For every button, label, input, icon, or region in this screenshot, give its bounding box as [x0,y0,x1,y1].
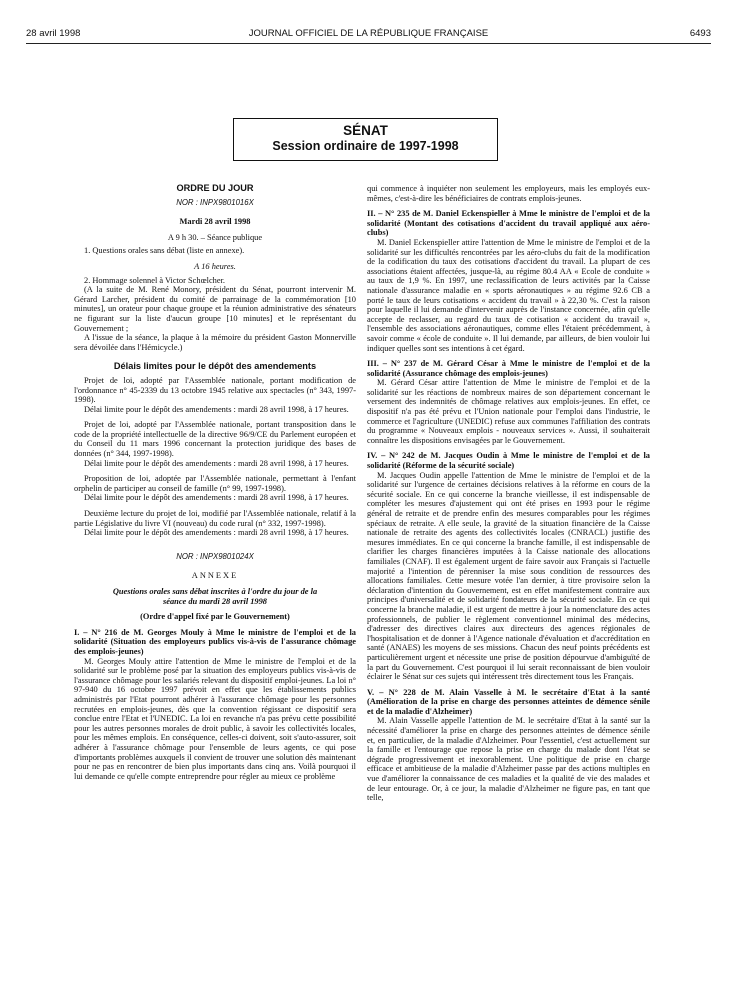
afternoon-session-time: A 16 heures. [194,261,236,271]
bill-2-deadline: Délai limite pour le dépôt des amendements : mardi 28 avril 1998, à 17 heures. [84,458,349,468]
bill-4-deadline: Délai limite pour le dépôt des amendements : mardi 28 avril 1998, à 17 heures. [84,528,349,538]
delais-heading: Délais limites pour le dépôt des amendements [113,361,317,372]
morning-session-time: A 9 h 30. – Séance publique [167,232,263,242]
senat-title: SÉNAT [343,123,388,138]
ordre-appel: (Ordre d'appel fixé par le Gouvernement) [140,612,290,622]
question-5-heading: V. – N° 228 de M. Alain Vasselle à M. le secrétaire d'Etat à la santé (Amélioration de la prise en charge des personnes atteintes de démence sénile et de la maladie d'Alzheimer) [367,687,650,716]
nor-reference: NOR : INPX9801016X [176,197,254,207]
left-column [74,184,356,781]
question-5-text: M. Alain Vasselle appelle l'attention de M. le secrétaire d'Etat à la santé sur la nécessité d'améliorer la prise en charge des personnes atteintes de démence sénile et, en particulier, de la maladie d'Alzheimer. Pour l'essentiel, c'est actuellement sur la famille et l'entourage que repose la prise en charge du malade dont l'état se dégrade progressivement et inexorablement. Une politique de prise en charge efficace et ambitieuse de la maladie d'Alzheimer passe par des actions multiples en vue d'améliorer la connaissance de ces maladies et la qualité de vie des malades et de leur entourage. Or, à ce jour, la maladie d'Alzheimer ne figure pas, en tant que telle, [367,716,650,803]
right-column [367,184,650,803]
question-1-continued: qui commence à inquiéter non seulement les employeurs, mais les employés eux-mêmes, c'est-à-dire les bénéficiaires de contrats emplois-jeunes. [367,184,650,203]
bill-4-text: Deuxième lecture du projet de loi, modifié par l'Assemblée nationale, relatif à la partie Législative du livre VI (nouveau) du code rural (n° 332, 1997-1998). [74,509,356,528]
question-2-text: M. Daniel Eckenspieller attire l'attention de Mme le ministre de l'emploi et de la solidarité sur les difficultés rencontrées par les aéro-clubs du fait de la modification de la codification du taux des cotisations d'accident du travail. La plupart de ces associations étaient affectées, jusque-là, au régime 80.4 AA « Ecole de conduite » au taux de 1,9 %. En 1997, une reclassification de leurs activités par la Caisse nationale d'assurance maladie en « sports aéronautiques » au régime 92.6 CB a porté le taux de leurs cotisations « accident du travail » à 22,30 %. C'est la raison pour laquelle il lui demande d'intervenir auprès de l'instance concernée, afin qu'elle accepte de reclasser, au regard du taux de cotisation « accident du travail », l'ensemble des associations aéronautiques, comme elles l'étaient précédemment, à savoir comme « école de conduite ». Il lui demande, par ailleurs, de bien vouloir lui indiquer quelles sont ses intentions à cet égard. [367,237,650,353]
ordre-du-jour-heading: ORDRE DU JOUR [176,183,254,193]
question-1-heading: I. – N° 216 de M. Georges Mouly à Mme le ministre de l'emploi et de la solidarité (Situation des employeurs publics vis-à-vis de l'assurance chômage des emplois-jeunes) [74,627,356,656]
header-journal-title: JOURNAL OFFICIEL DE LA RÉPUBLIQUE FRANÇAISE [248,28,489,39]
question-2-heading: II. – N° 235 de M. Daniel Eckenspieller à Mme le ministre de l'emploi et de la solidarité (Montant des cotisations d'accident du travail appliqué aux aéro-clubs) [367,209,650,238]
bill-1-text: Projet de loi, adopté par l'Assemblée nationale, portant modification de l'ordonnance n° 45-2339 du 13 octobre 1945 relative aux spectacles (n° 343, 1997-1998). [74,375,356,405]
page-header [26,28,711,42]
nor-reference-2: NOR : INPX9801024X [176,551,254,561]
session-title-box [233,118,498,161]
question-3-text: M. Gérard César attire l'attention de Mme le ministre de l'emploi et de la solidarité sur les réactions de nombreux maires de son département concernant le versement des indemnités de chômage relatives aux emplois-jeunes. En effet, ce dispositif n'a pas été prévu et l'Union nationale pour l'emploi dans l'industrie, le commerce et l'agriculture (UNEDIC) refuse aux communes l'affiliation des contrats du programme « Nouveaux emplois - nouveaux services ». Aussi, il souhaiterait connaître les dispositions envisagées par le Gouvernement. [367,378,650,445]
annexe-subtitle: Questions orales sans débat inscrites à l'ordre du jour de la séance du mardi 28 avril 1998 [112,587,318,606]
bill-2-text: Projet de loi, adopté par l'Assemblée nationale, portant transposition dans le code de la propriété intellectuelle de la directive 96/9/CE du Parlement européen et du Conseil du 11 mars 1996 concernant la protection juridique des bases de données (n° 344, 1997-1998). [74,420,356,459]
session-date: Mardi 28 avril 1998 [179,217,251,227]
header-page-number: 6493 [689,28,711,39]
question-4-text: M. Jacques Oudin appelle l'attention de Mme le ministre de l'emploi et de la solidarité sur l'urgence de certaines décisions relatives à la réforme en cours de la sécurité sociale. En ce qui concerne la branche vieillesse, il est indispensable de compléter les mesures d'ajustement qui ont été prises en 1993 pour le régime général de retraite et de prendre enfin des mesures comparables pour les régimes spéciaux de retraite. A elle seule, la gravité de la situation financière de la Caisse nationale de retraite des agents des collectivités locales (CNRACL) justifie des mesures immédiates. En ce qui concerne la branche famille, il est indispensable de clarifier les charges financières imputées à la Caisse nationale des allocations familiales (CNAF). Il est également urgent de faire savoir aux Français si l'actuelle majorité a l'intention de pérenniser la mise sous condition de ressources des allocations familiales. Cette mesure votée l'an dernier, à titre provisoire selon la déclaration d'intention du Gouvernement, est en effet manifestement contraire aux principes d'universalité et de solidarité fondateurs de la sécurité sociale. En ce qui concerne la branche maladie, il est urgent de mettre à jour la nomenclature des actes professionnels, de publier le règlement conventionnel minimal des médecins, d'adresser des directives claires aux directeurs des agences régionales de l'hospitalisation et de donner à l'Agence nationale d'évaluation et d'accréditation en santé (ANAES) les moyens de ses missions. Chacun des neuf points précédents est particulièrement urgent et nécessite une prise de position dépourvue d'ambiguïté de la part du Gouvernement. C'est pourquoi il lui serait reconnaissant de bien vouloir éclairer le Sénat sur ces sujets qui intéressent très directement tous les Français. [367,470,650,682]
bill-3-deadline: Délai limite pour le dépôt des amendements : mardi 28 avril 1998, à 17 heures. [84,493,349,503]
question-3-heading: III. – N° 237 de M. Gérard César à Mme le ministre de l'emploi et de la solidarité (Assurance chômage des emplois-jeunes) [367,359,650,378]
header-date: 28 avril 1998 [26,28,81,39]
agenda-item-2-detail: (A la suite de M. René Monory, président du Sénat, pourront intervenir M. Gérard Larcher, président du comité de parrainage de la commémoration [10 minutes], un orateur pour chaque groupe et la réunion administrative des sénateurs ne figurant sur la liste d'aucun groupe [10 minutes] et le représentant du Gouvernement ; [74,285,356,333]
annexe-heading: ANNEXE [191,571,239,581]
header-rule [26,43,711,44]
bill-3-text: Proposition de loi, adoptée par l'Assemblée nationale, permettant à l'enfant orphelin de participer au conseil de famille (n° 99, 1997-1998). [74,474,356,493]
question-4-heading: IV. – N° 242 de M. Jacques Oudin à Mme le ministre de l'emploi et de la solidarité (Réforme de la sécurité sociale) [367,451,650,471]
question-1-text: M. Georges Mouly attire l'attention de Mme le ministre de l'emploi et de la solidarité sur le problème posé par la situation des employeurs publics vis-à-vis de l'assurance chômage pour les salariés relevant du dispositif emploi-jeunes. La loi n° 97-940 du 16 octobre 1997 prévoit en effet que les établissements publics administrés par l'Etat pourront adhérer à l'assurance chômage pour les personnes recrutées en emplois-jeunes, dès que la convention régissant ce dispositif sera conclue entre l'Etat et l'UNEDIC. La loi en revanche n'a pas prévu cette possibilité pour les autres personnes morales de droit public, à savoir les collectivités locales, pour les mêmes emplois. En conséquence, celles-ci doivent, soit s'auto-assurer, soit adhérer à l'assurance chômage pour l'ensemble de leurs agents, ce qui pose d'importants problèmes auxquels il convient de trouver une solution dès maintenant pour ne pas en rencontrer de bien plus importants dans cinq ans. Voilà pourquoi il lui demande ce qu'elle compte entreprendre pour régler au mieux ce problème [74,656,356,781]
session-subtitle: Session ordinaire de 1997-1998 [272,139,459,153]
bill-1-deadline: Délai limite pour le dépôt des amendements : mardi 28 avril 1998, à 17 heures. [84,404,349,414]
agenda-item-1: 1. Questions orales sans débat (liste en annexe). [84,246,245,256]
agenda-item-2: 2. Hommage solennel à Victor Schœlcher. [84,275,225,285]
agenda-item-2-note: A l'issue de la séance, la plaque à la mémoire du président Gaston Monnerville sera dévoilée dans l'Hémicycle.) [74,333,356,352]
